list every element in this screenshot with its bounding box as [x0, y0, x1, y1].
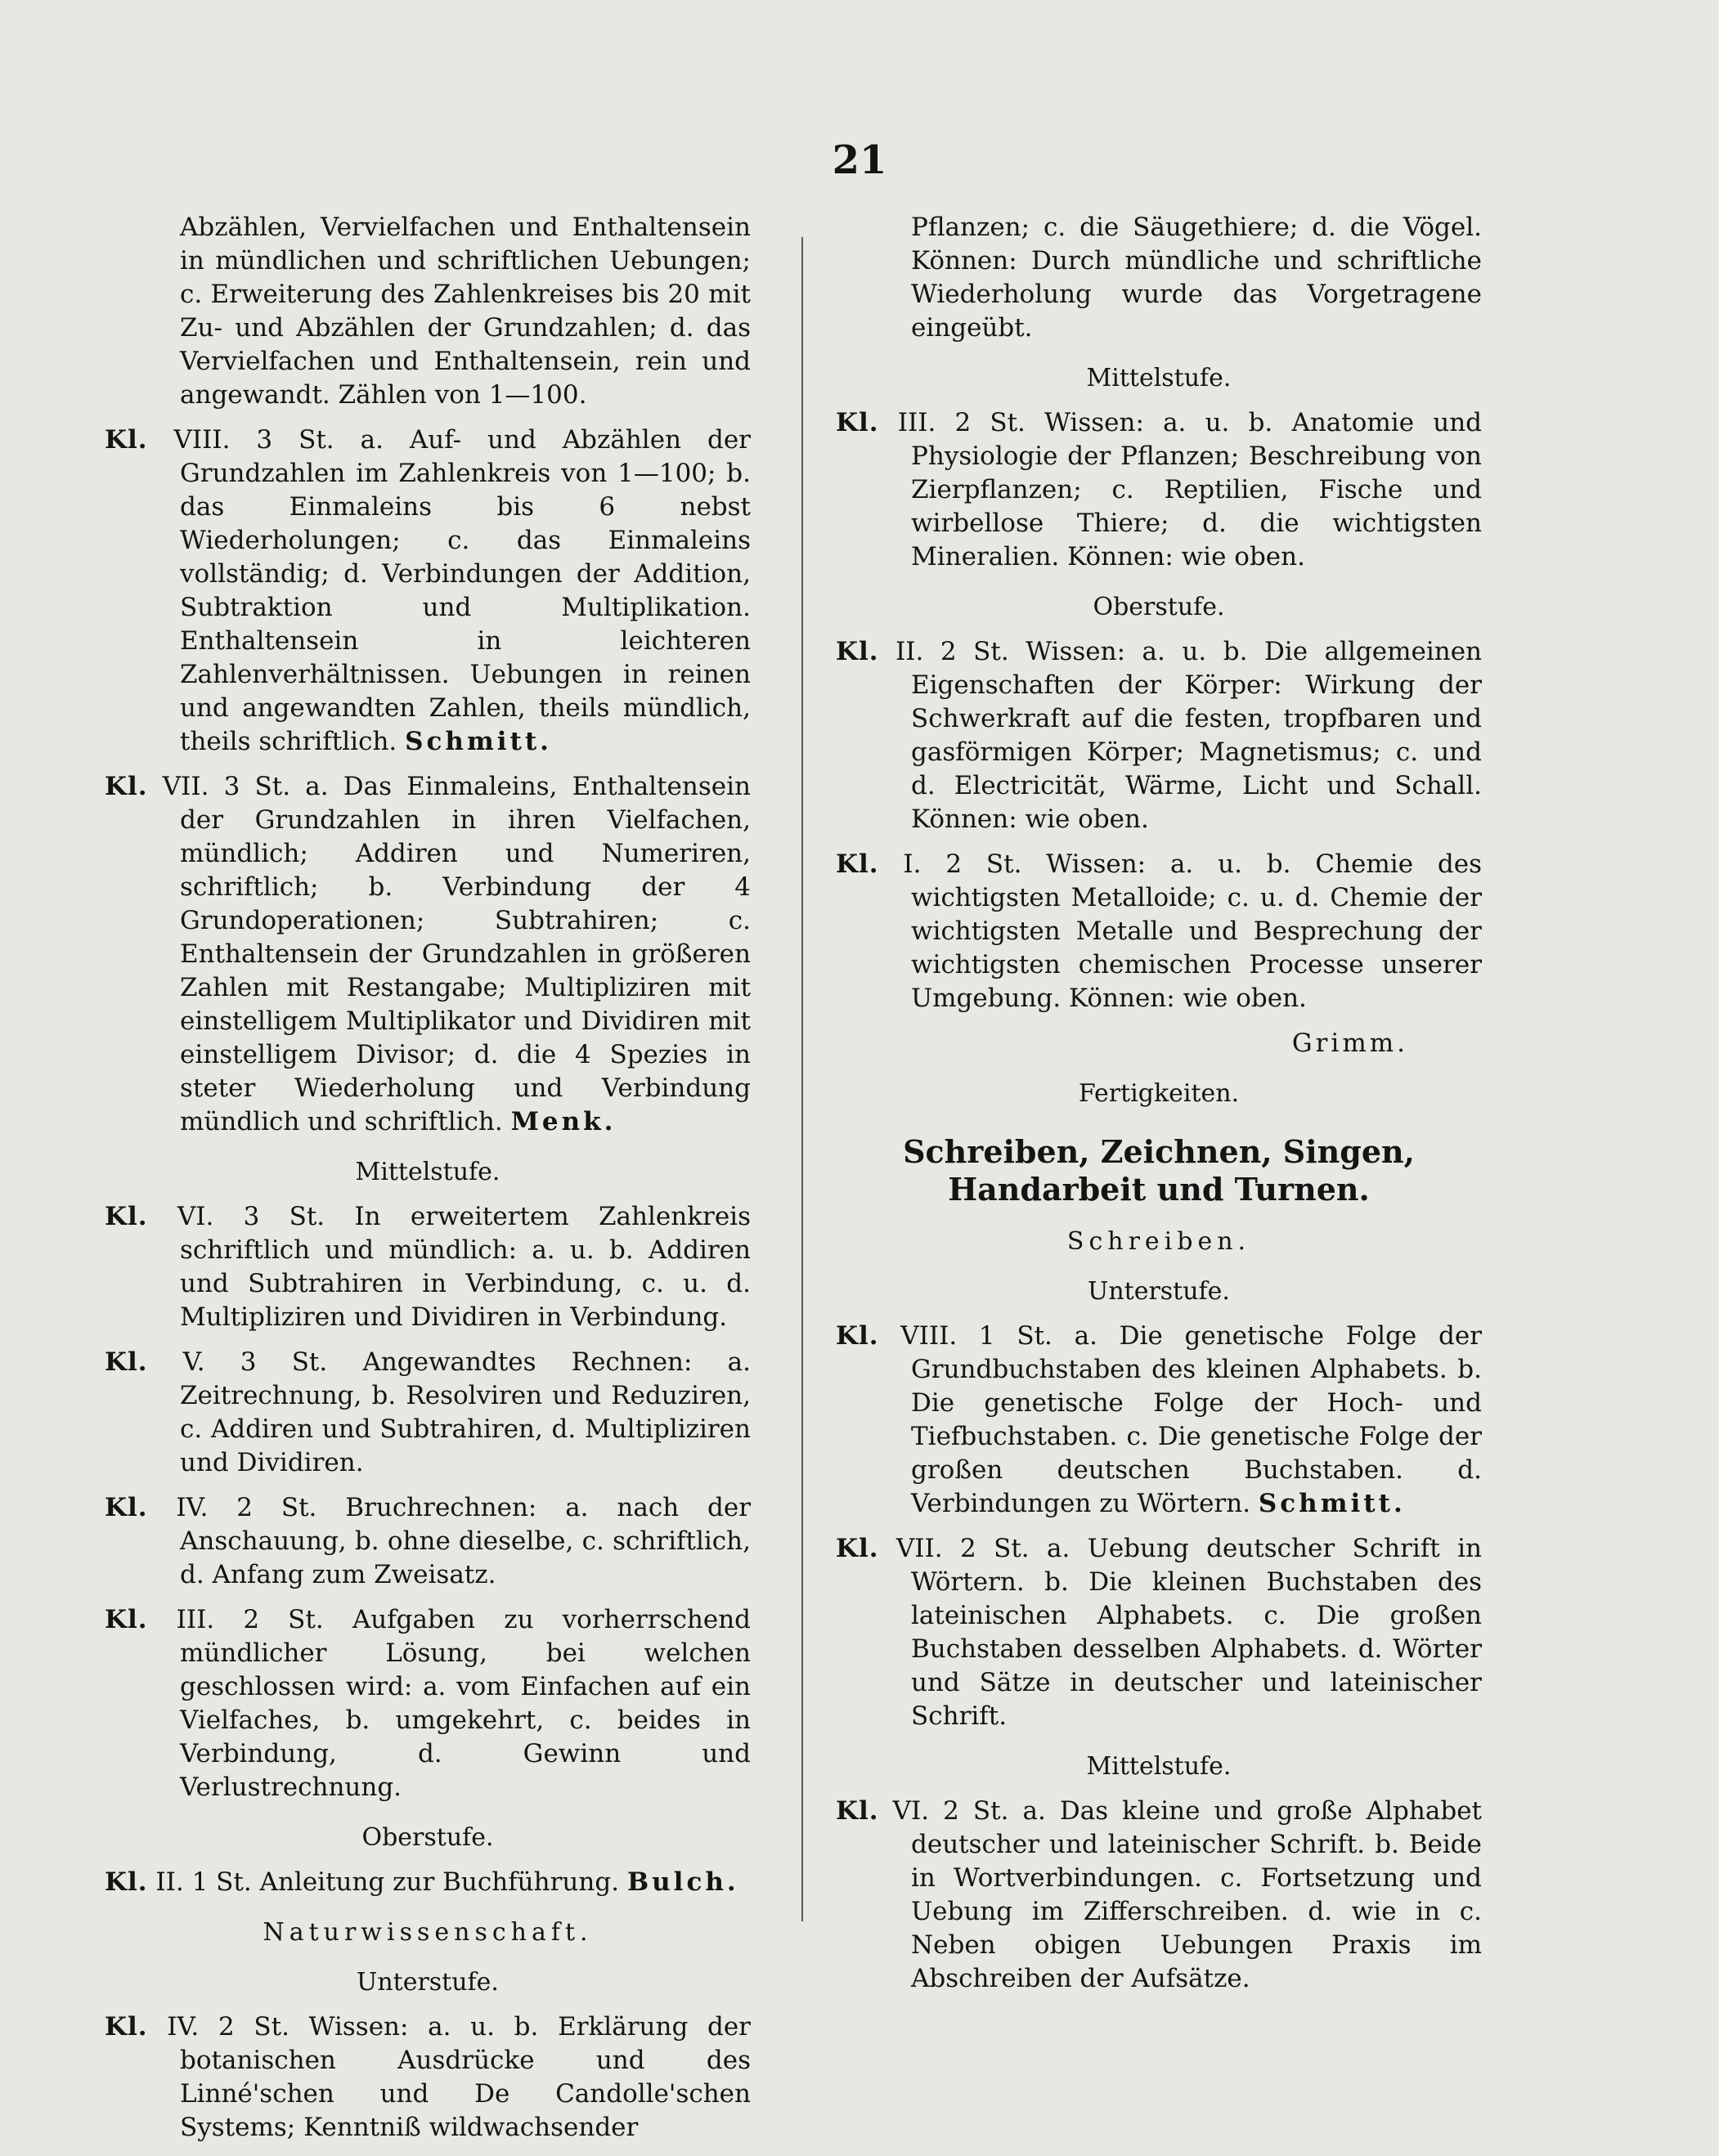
class-label: Kl. [105, 1867, 148, 1897]
entry-text: IV. 2 St. Wissen: a. u. b. Erklärung der botanischen Ausdrücke und des Linné'schen und De Candolle'schen Systems; Kenntniß wildwachsender [167, 2012, 752, 2142]
section-heading-mittelstufe: Mittelstufe. [1086, 1752, 1232, 1781]
class-label: Kl. [105, 1605, 148, 1634]
class-entry-vii [836, 1532, 1482, 1733]
section-heading-mittelstufe: Mittelstufe. [1086, 364, 1232, 392]
section-heading-oberstufe: Oberstufe. [361, 1823, 494, 1852]
section-heading-fertigkeiten: Fertigkeiten. [1078, 1079, 1240, 1108]
column-divider [801, 237, 803, 1921]
teacher-signature: Bulch. [626, 1867, 739, 1897]
teacher-signature: Schmitt. [1258, 1489, 1406, 1518]
class-entry-vii [105, 770, 751, 1139]
teacher-signature: Grimm. [1291, 1029, 1408, 1058]
class-label: Kl. [836, 1321, 879, 1351]
class-entry-ii [836, 635, 1482, 836]
section-heading-mittelstufe: Mittelstufe. [355, 1158, 500, 1186]
paragraph-continuation: Pflanzen; c. die Säugethiere; d. die Vögel. Können: Durch mündliche und schriftliche Wiederholung wurde das Vorgetragene eingeübt. [911, 213, 1482, 343]
entry-text: VI. 2 St. a. Das kleine und große Alphabet deutscher und lateinischer Schrift. b. Beide in Wortverbindungen. c. Fortsetzung und Uebung im Zifferschreiben. d. wie in c. Neben obigen Uebungen Praxis im Abschreiben der Aufsätze. [892, 1796, 1482, 1993]
page-number: 21 [832, 137, 887, 183]
class-label: Kl. [836, 408, 879, 437]
entry-text: VI. 3 St. In erweitertem Zahlenkreis schriftlich und mündlich: a. u. b. Addiren und Subtrahiren in Verbindung, c. u. d. Multipliziren und Dividiren in Verbindung. [177, 1202, 751, 1332]
entry-text: VIII. 3 St. a. Auf- und Abzählen der Grundzahlen im Zahlenkreis von 1—100; b. das Einmaleins bis 6 nebst Wiederholungen; c. das Einmaleins vollständig; d. Verbindungen der Addition, Subtraktion und Multiplikation. Enthaltensein in leichteren Zahlenverhältnissen. Uebungen in reinen und angewandten Zahlen, theils mündlich, theils schriftlich. [173, 425, 752, 756]
class-label: Kl. [836, 1534, 879, 1563]
section-title-schreiben-zeichnen: Schreiben, Zeichnen, Singen, Handarbeit und Turnen. [903, 1133, 1415, 1208]
section-heading-unterstufe: Unterstufe. [1088, 1277, 1230, 1306]
class-label: Kl. [105, 425, 148, 455]
class-entry-vi [836, 1795, 1482, 1996]
class-label: Kl. [836, 1796, 879, 1826]
class-entry-iv-natur [105, 2010, 751, 2145]
class-entry-vi [105, 1200, 751, 1334]
class-entry-iii [836, 406, 1482, 574]
class-label: Kl. [836, 849, 879, 879]
entry-text: I. 2 St. Wissen: a. u. b. Chemie des wichtigsten Metalloide; c. u. d. Chemie der wichtigsten Metalle und Besprechung der wichtigsten chemischen Processe unserer Umgebung. Können: wie oben. [903, 849, 1482, 1013]
class-entry-viii [836, 1320, 1482, 1521]
entry-text: II. 1 St. Anleitung zur Buchführung. [155, 1867, 620, 1897]
section-heading-unterstufe: Unterstufe. [357, 1968, 499, 1997]
class-entry-ii [105, 1866, 751, 1899]
right-column [836, 211, 1482, 2007]
class-entry-i [836, 848, 1482, 1015]
class-label: Kl. [105, 772, 148, 801]
class-label: Kl. [105, 2012, 148, 2042]
teacher-signature: Menk. [510, 1107, 617, 1136]
class-entry-viii [105, 424, 751, 759]
entry-text: III. 2 St. Aufgaben zu vorherrschend mündlicher Lösung, bei welchen geschlossen wird: a. vom Einfachen auf ein Vielfaches, b. umgekehrt, c. beides in Verbindung, d. Gewinn und Verlustrechnung. [176, 1605, 752, 1802]
left-column [105, 211, 751, 2156]
class-label: Kl. [105, 1493, 148, 1522]
entry-text: II. 2 St. Wissen: a. u. b. Die allgemeinen Eigenschaften der Körper: Wirkung der Schwerkraft auf die festen, tropfbaren und gasförmigen Körper; Magnetismus; c. und d. Electricität, Wärme, Licht und Schall. Können: wie oben. [895, 637, 1483, 834]
class-entry-iii [105, 1603, 751, 1804]
class-label: Kl. [836, 637, 879, 666]
entry-text: VII. 2 St. a. Uebung deutscher Schrift in Wörtern. b. Die kleinen Buchstaben des lateinischen Alphabets. c. Die großen Buchstaben desselben Alphabets. d. Wörter und Sätze in deutscher und lateinischer Schrift. [895, 1534, 1483, 1731]
class-label: Kl. [105, 1202, 148, 1231]
paragraph-continuation: Abzählen, Vervielfachen und Enthaltensein in mündlichen und schriftlichen Uebungen; c. Erweiterung des Zahlenkreises bis 20 mit Zu- und Abzählen der Grundzahlen; d. das Vervielfachen und Enthaltensein, rein und angewandt. Zählen von 1—100. [180, 213, 751, 410]
entry-text: IV. 2 St. Bruchrechnen: a. nach der Anschauung, b. ohne dieselbe, c. schriftlich, d. Anfang zum Zweisatz. [176, 1493, 752, 1589]
class-entry-iv [105, 1491, 751, 1592]
entry-text: VII. 3 St. a. Das Einmaleins, Enthaltensein der Grundzahlen in ihren Vielfachen, mündlich; Addiren und Numeriren, schriftlich; b. Verbindung der 4 Grundoperationen; Subtrahiren; c. Enthaltensein der Grundzahlen in größeren Zahlen mit Restangabe; Multipliziren mit einstelligem Multiplikator und Dividiren mit einstelligem Divisor; d. die 4 Spezies in steter Wiederholung und Verbindung mündlich und schriftlich. [162, 772, 751, 1136]
entry-text: V. 3 St. Angewandtes Rechnen: a. Zeitrechnung, b. Resolviren und Reduziren, c. Addiren und Subtrahiren, d. Multipliziren und Dividiren. [180, 1347, 752, 1477]
entry-text: III. 2 St. Wissen: a. u. b. Anatomie und Physiologie der Pflanzen; Beschreibung von Zierpflanzen; c. Reptilien, Fische und wirbellose Thiere; d. die wichtigsten Mineralien. Können: wie oben. [897, 408, 1482, 571]
class-entry-v [105, 1346, 751, 1480]
section-heading-naturwissenschaft: Naturwissenschaft. [263, 1918, 593, 1947]
teacher-signature: Schmitt. [405, 727, 552, 756]
section-heading-oberstufe: Oberstufe. [1093, 593, 1225, 621]
entry-text: VIII. 1 St. a. Die genetische Folge der Grundbuchstaben des kleinen Alphabets. b. Die genetische Folge der Hoch- und Tiefbuchstaben. c. Die genetische Folge der großen deutschen Buchstaben. d. Verbindungen zu Wörtern. [900, 1321, 1482, 1518]
class-label: Kl. [105, 1347, 148, 1377]
section-heading-schreiben: Schreiben. [1066, 1227, 1251, 1256]
